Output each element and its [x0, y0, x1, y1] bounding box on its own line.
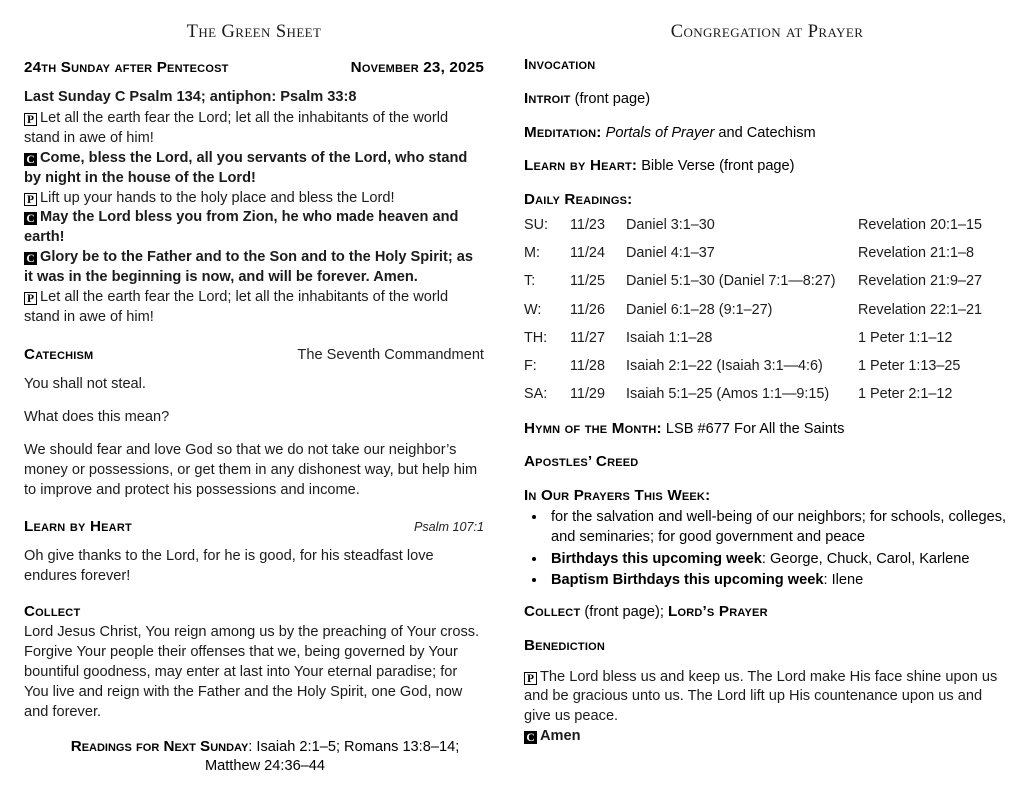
introit-item [524, 89, 1010, 110]
left-column [0, 0, 508, 791]
learn-by-heart-section [24, 517, 484, 587]
page-title: The Green Sheet [186, 22, 322, 42]
prayer-text: : Ilene [823, 572, 864, 589]
catechism-question: What does this mean? [24, 409, 170, 426]
readings-next-sunday [24, 737, 484, 778]
reading-date: 11/29 [570, 386, 605, 403]
learn-by-heart-detail: Bible Verse (front page) [641, 158, 795, 175]
reading-day: F: [524, 358, 537, 375]
daily-readings-body [524, 217, 1010, 415]
apostles-creed-item [524, 452, 1010, 473]
benediction-pastor-text: The Lord bless us and keep us. The Lord make His face shine upon us and be gracious unto us. The Lord lift up His countenance upon us and give us peace. [524, 668, 998, 725]
psalm-line [24, 248, 484, 288]
table-row [524, 245, 1010, 273]
readings-next-sunday-text: Isaiah 2:1–5; Romans 13:8–14; Matthew 24:36–44 [204, 738, 460, 775]
benediction-item [524, 636, 1010, 747]
table-row [524, 386, 1010, 414]
psalm-line-text: Come, bless the Lord, all you servants of the Lord, who stand by night in the house of the Lord! [24, 149, 468, 186]
daily-readings-label: Daily Readings: [524, 191, 633, 209]
benediction-body [524, 668, 1010, 747]
catechism-commandment: You shall not steal. [24, 376, 146, 393]
prayer-bold-label: Birthdays this upcoming week [551, 550, 762, 567]
congregation-mark-icon: C [24, 252, 37, 265]
reading-second: 1 Peter 1:13–25 [858, 358, 961, 375]
prayer-bold-label: Baptism Birthdays this upcoming week [551, 572, 824, 589]
prayers-section [524, 486, 1010, 591]
collect-middle-text: (front page); [580, 604, 668, 621]
reading-date: 11/27 [570, 329, 605, 346]
occasion-date-row [24, 58, 484, 77]
collect-lords-prayer-item [524, 602, 1010, 623]
catechism-section [24, 345, 484, 500]
prayer-text: for the salvation and well-being of our neighbors; for schools, colleges, and seminaries; for good government and peace [551, 508, 1007, 545]
reading-first: Daniel 5:1–30 (Daniel 7:1—8:27) [626, 273, 836, 290]
reading-day: W: [524, 301, 542, 318]
learn-by-heart-reference: Psalm 107:1 [413, 519, 484, 534]
catechism-heading-row [24, 345, 484, 364]
reading-date: 11/28 [570, 358, 605, 375]
congregation-mark-icon: C [524, 731, 537, 744]
psalm-line [24, 189, 484, 209]
reading-day: SU: [524, 216, 548, 233]
psalm-line [24, 109, 484, 149]
pastor-mark-icon: P [524, 672, 537, 685]
readings-next-sunday-label: Readings for Next Sunday [70, 737, 249, 755]
hymn-of-month-detail: LSB #677 For All the Saints [665, 420, 845, 437]
reading-second: Revelation 20:1–15 [858, 216, 983, 233]
apostles-creed-label: Apostles’ Creed [524, 453, 639, 471]
table-row [524, 273, 1010, 301]
daily-readings-item [524, 190, 1010, 211]
psalm-heading: Last Sunday C Psalm 134; antiphon: Psalm 33:8 [24, 89, 357, 106]
reading-date: 11/26 [570, 301, 605, 318]
psalm-section [24, 88, 484, 327]
invocation-label: Invocation [524, 56, 596, 74]
service-date: November 23, 2025 [350, 59, 484, 77]
reading-date: 11/25 [570, 273, 605, 290]
catechism-answer: We should fear and love God so that we do not take our neighbor’s money or possessions, or get them in any dishonest way, but help him to improve and protect his possessions and income. [24, 442, 478, 498]
reading-date: 11/24 [570, 245, 605, 262]
reading-first: Daniel 4:1–37 [626, 245, 715, 262]
psalm-line [24, 288, 484, 328]
reading-day: T: [524, 273, 536, 290]
reading-second: Revelation 21:1–8 [858, 245, 975, 262]
reading-day: SA: [524, 386, 548, 403]
reading-second: Revelation 22:1–21 [858, 301, 983, 318]
benediction-pastor-line [524, 668, 1010, 728]
list-item [547, 571, 1010, 591]
learn-by-heart-heading-row [24, 517, 484, 536]
psalm-line-text: May the Lord bless you from Zion, he who made heaven and earth! [24, 209, 459, 246]
reading-day: M: [524, 245, 540, 262]
reading-date: 11/23 [570, 216, 605, 233]
table-row [524, 302, 1010, 330]
reading-day: TH: [524, 329, 548, 346]
pastor-mark-icon: P [24, 292, 37, 305]
introit-detail: (front page) [574, 91, 651, 108]
reading-second: Revelation 21:9–27 [858, 273, 983, 290]
collect-heading: Collect [24, 603, 81, 621]
meditation-item [524, 123, 1010, 144]
psalm-line-text: Lift up your hands to the holy place and bless the Lord! [40, 189, 395, 206]
prayers-label: In Our Prayers This Week: [524, 487, 711, 505]
prayers-list [524, 508, 1010, 591]
congregation-mark-icon: C [24, 153, 37, 166]
learn-by-heart-heading: Learn by Heart [24, 517, 132, 535]
hymn-of-month-label: Hymn of the Month: [524, 419, 662, 437]
collect-section [24, 602, 484, 722]
psalm-line [24, 208, 484, 248]
benediction-congregation-text: Amen [540, 728, 581, 745]
congregation-mark-icon: C [24, 212, 37, 225]
collect-label: Collect [524, 603, 581, 621]
pastor-mark-icon: P [24, 113, 37, 126]
learn-by-heart-text: Oh give thanks to the Lord, for he is good, for his steadfast love endures forever! [24, 547, 434, 584]
reading-second: 1 Peter 1:1–12 [858, 329, 953, 346]
table-row [524, 330, 1010, 358]
list-item [547, 550, 1010, 570]
reading-first: Isaiah 5:1–25 (Amos 1:1—9:15) [626, 386, 830, 403]
benediction-label: Benediction [524, 636, 606, 654]
list-item [547, 508, 1010, 548]
table-row [524, 358, 1010, 386]
occasion-heading: 24th Sunday after Pentecost [24, 59, 229, 77]
psalm-line-text: Let all the earth fear the Lord; let all the inhabitants of the world stand in awe of him! [24, 110, 449, 147]
collect-text: Lord Jesus Christ, You reign among us by the preaching of Your cross. Forgive Your people their offenses that we, being governed by Your bountiful goodness, may enter at last into Your eternal paradise; for You live and reign with the Father and the Holy Spirit, one God, now and forever. [24, 624, 480, 720]
reading-first: Isaiah 1:1–28 [626, 329, 713, 346]
meditation-title: Portals of Prayer [605, 124, 715, 141]
benediction-congregation-line [524, 727, 1010, 747]
reading-first: Isaiah 2:1–22 (Isaiah 3:1—4:6) [626, 358, 823, 375]
daily-readings-table [524, 217, 1010, 415]
psalm-line [24, 149, 484, 189]
introit-label: Introit [524, 90, 571, 108]
congregation-at-prayer-title: Congregation at Prayer [670, 22, 864, 42]
psalm-line-text: Let all the earth fear the Lord; let all the inhabitants of the world stand in awe of him! [24, 288, 449, 325]
right-column [508, 0, 1024, 791]
meditation-label: Meditation: [524, 123, 602, 141]
learn-by-heart-item [524, 156, 1010, 177]
meditation-detail: and Catechism [714, 124, 816, 141]
pastor-mark-icon: P [24, 193, 37, 206]
prayer-text: : George, Chuck, Carol, Karlene [761, 550, 970, 567]
psalm-line-text: Glory be to the Father and to the Son and to the Holy Spirit; as it was in the beginning is now, and will be forever. Amen. [24, 249, 473, 285]
learn-by-heart-label: Learn by Heart: [524, 157, 638, 175]
reading-first: Daniel 3:1–30 [626, 216, 715, 233]
lords-prayer-label: Lord’s Prayer [667, 603, 768, 621]
invocation-item [524, 55, 1010, 76]
catechism-reference: The Seventh Commandment [297, 347, 484, 364]
reading-first: Daniel 6:1–28 (9:1–27) [626, 301, 773, 318]
table-row [524, 217, 1010, 245]
catechism-heading: Catechism [24, 346, 94, 364]
hymn-of-month-item [524, 419, 1010, 440]
readings-next-sunday-separator: : [248, 738, 253, 755]
reading-second: 1 Peter 2:1–12 [858, 386, 953, 403]
